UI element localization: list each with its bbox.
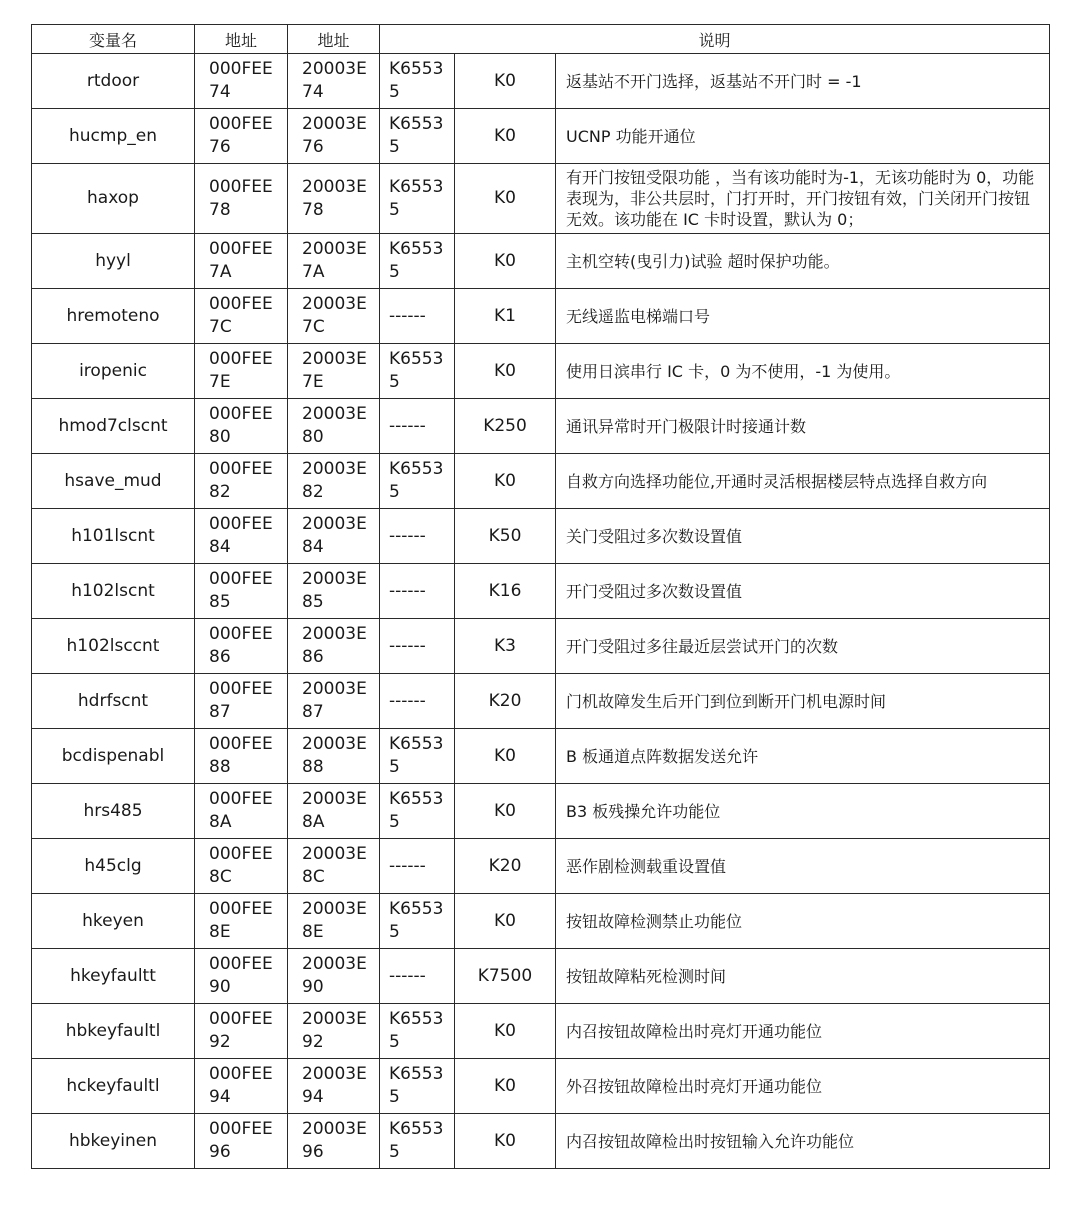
description-cell bbox=[556, 509, 1050, 564]
address-2-cell bbox=[288, 729, 380, 784]
address-1-cell bbox=[195, 674, 288, 729]
max-value-cell bbox=[380, 344, 455, 399]
variable-name-cell bbox=[32, 54, 195, 109]
max-value-cell bbox=[380, 619, 455, 674]
default-value-cell-text: K16 bbox=[488, 580, 522, 601]
max-value-cell bbox=[380, 109, 455, 164]
description-cell-text: 按钮故障粘死检测时间 bbox=[566, 966, 727, 986]
table-row bbox=[32, 949, 1050, 1004]
address-2-cell bbox=[288, 564, 380, 619]
variable-name-cell bbox=[32, 399, 195, 454]
max-value-cell-text: K6553 5 bbox=[389, 459, 444, 502]
header-description: 说明 bbox=[380, 25, 1050, 54]
address-2-cell bbox=[288, 399, 380, 454]
address-1-cell-text: 000FEE 8E bbox=[209, 899, 273, 942]
default-value-cell-text: K50 bbox=[488, 525, 522, 546]
description-cell bbox=[556, 784, 1050, 839]
max-value-cell-text: ------ bbox=[389, 525, 426, 546]
address-2-cell bbox=[288, 509, 380, 564]
max-value-cell bbox=[380, 1059, 455, 1114]
default-value-cell-text: K0 bbox=[494, 1075, 516, 1096]
address-2-cell-text: 20003E 74 bbox=[302, 59, 367, 102]
table-row bbox=[32, 839, 1050, 894]
variable-name-cell bbox=[32, 454, 195, 509]
max-value-cell-text: K6553 5 bbox=[389, 239, 444, 282]
max-value-cell-text: K6553 5 bbox=[389, 59, 444, 102]
address-1-cell bbox=[195, 289, 288, 344]
address-1-cell bbox=[195, 619, 288, 674]
variable-name-cell-text: hrs485 bbox=[83, 800, 143, 821]
table-row bbox=[32, 289, 1050, 344]
default-value-cell-text: K0 bbox=[494, 745, 516, 766]
description-cell-text: 开门受阻过多往最近层尝试开门的次数 bbox=[566, 636, 839, 656]
table-row bbox=[32, 109, 1050, 164]
address-2-cell bbox=[288, 619, 380, 674]
address-2-cell bbox=[288, 344, 380, 399]
table-row bbox=[32, 344, 1050, 399]
address-1-cell bbox=[195, 729, 288, 784]
default-value-cell-text: K0 bbox=[494, 470, 516, 491]
description-cell bbox=[556, 164, 1050, 234]
address-2-cell-text: 20003E 94 bbox=[302, 1064, 367, 1107]
address-2-cell bbox=[288, 674, 380, 729]
max-value-cell bbox=[380, 1114, 455, 1169]
address-1-cell bbox=[195, 894, 288, 949]
description-cell-text: 内召按钮故障检出时按钮输入允许功能位 bbox=[566, 1131, 855, 1151]
description-cell bbox=[556, 894, 1050, 949]
address-1-cell-text: 000FEE 7E bbox=[209, 349, 273, 392]
max-value-cell bbox=[380, 454, 455, 509]
table-body bbox=[32, 54, 1050, 1169]
description-cell-text: 无线遥监电梯端口号 bbox=[566, 306, 711, 326]
variable-name-cell bbox=[32, 234, 195, 289]
header-row bbox=[32, 25, 1050, 54]
max-value-cell bbox=[380, 1004, 455, 1059]
default-value-cell-text: K0 bbox=[494, 188, 516, 208]
max-value-cell-text: K6553 5 bbox=[389, 899, 444, 942]
table-row bbox=[32, 729, 1050, 784]
table-row bbox=[32, 619, 1050, 674]
description-cell-text: B3 板残操允许功能位 bbox=[566, 801, 721, 821]
max-value-cell bbox=[380, 564, 455, 619]
description-cell-text: UCNP 功能开通位 bbox=[566, 126, 696, 146]
default-value-cell bbox=[455, 729, 556, 784]
address-2-cell bbox=[288, 784, 380, 839]
address-1-cell-text: 000FEE 74 bbox=[209, 59, 273, 102]
default-value-cell bbox=[455, 949, 556, 1004]
table-row bbox=[32, 1114, 1050, 1169]
variable-name-cell bbox=[32, 564, 195, 619]
max-value-cell-text: ------ bbox=[389, 965, 426, 986]
address-1-cell-text: 000FEE 86 bbox=[209, 624, 273, 667]
description-cell bbox=[556, 454, 1050, 509]
header-variable-name: 变量名 bbox=[32, 25, 195, 54]
address-1-cell bbox=[195, 1059, 288, 1114]
variable-name-cell bbox=[32, 949, 195, 1004]
address-1-cell-text: 000FEE 87 bbox=[209, 679, 273, 722]
default-value-cell bbox=[455, 839, 556, 894]
address-1-cell-text: 000FEE 7C bbox=[209, 294, 273, 337]
variable-name-cell bbox=[32, 674, 195, 729]
parameter-table bbox=[31, 24, 1050, 1169]
default-value-cell-text: K0 bbox=[494, 1020, 516, 1041]
variable-name-cell-text: hkeyfaultt bbox=[70, 965, 156, 986]
address-1-cell-text: 000FEE 88 bbox=[209, 734, 273, 777]
max-value-cell bbox=[380, 164, 455, 234]
default-value-cell bbox=[455, 619, 556, 674]
max-value-cell bbox=[380, 949, 455, 1004]
variable-name-cell-text: hsave_mud bbox=[64, 470, 162, 491]
max-value-cell-text: ------ bbox=[389, 305, 426, 326]
variable-name-cell-text: hbkeyfaultl bbox=[65, 1020, 161, 1041]
variable-name-cell bbox=[32, 344, 195, 399]
max-value-cell bbox=[380, 289, 455, 344]
address-2-cell bbox=[288, 234, 380, 289]
max-value-cell-text: ------ bbox=[389, 580, 426, 601]
address-1-cell-text: 000FEE 7A bbox=[209, 239, 273, 282]
address-1-cell bbox=[195, 234, 288, 289]
description-cell-text: 门机故障发生后开门到位到断开门机电源时间 bbox=[566, 691, 887, 711]
description-cell-text: 自救方向选择功能位,开通时灵活根据楼层特点选择自救方向 bbox=[566, 471, 988, 491]
variable-name-cell bbox=[32, 164, 195, 234]
variable-name-cell-text: rtdoor bbox=[86, 70, 140, 91]
default-value-cell bbox=[455, 54, 556, 109]
max-value-cell-text: K6553 5 bbox=[389, 114, 444, 157]
max-value-cell bbox=[380, 509, 455, 564]
address-1-cell-text: 000FEE 84 bbox=[209, 514, 273, 557]
address-1-cell bbox=[195, 1004, 288, 1059]
description-cell-text: 使用日滨串行 IC 卡，0 为不使用，-1 为使用。 bbox=[566, 361, 901, 381]
variable-name-cell bbox=[32, 1114, 195, 1169]
default-value-cell-text: K0 bbox=[494, 125, 516, 146]
default-value-cell-text: K1 bbox=[494, 305, 516, 326]
address-2-cell-text: 20003E 7A bbox=[302, 239, 367, 282]
default-value-cell bbox=[455, 1059, 556, 1114]
default-value-cell-text: K0 bbox=[494, 360, 516, 381]
variable-name-cell-text: haxop bbox=[87, 188, 139, 208]
description-cell bbox=[556, 1059, 1050, 1114]
address-2-cell bbox=[288, 894, 380, 949]
default-value-cell-text: K0 bbox=[494, 70, 516, 91]
variable-name-cell-text: hdrfscnt bbox=[77, 690, 149, 711]
description-cell bbox=[556, 839, 1050, 894]
variable-name-cell-text: h101lscnt bbox=[71, 525, 155, 546]
default-value-cell bbox=[455, 784, 556, 839]
default-value-cell bbox=[455, 564, 556, 619]
variable-name-cell-text: h45clg bbox=[84, 855, 142, 876]
address-1-cell bbox=[195, 344, 288, 399]
description-cell-text: 关门受阻过多次数设置值 bbox=[566, 526, 743, 546]
table-row bbox=[32, 234, 1050, 289]
default-value-cell-text: K7500 bbox=[477, 965, 533, 986]
max-value-cell bbox=[380, 784, 455, 839]
variable-name-cell bbox=[32, 894, 195, 949]
variable-name-cell-text: h102lsccnt bbox=[66, 635, 160, 656]
max-value-cell bbox=[380, 399, 455, 454]
default-value-cell bbox=[455, 164, 556, 234]
description-cell-text: 外召按钮故障检出时亮灯开通功能位 bbox=[566, 1076, 823, 1096]
max-value-cell-text: ------ bbox=[389, 415, 426, 436]
address-2-cell-text: 20003E 82 bbox=[302, 459, 367, 502]
address-2-cell bbox=[288, 454, 380, 509]
description-cell bbox=[556, 54, 1050, 109]
max-value-cell bbox=[380, 729, 455, 784]
default-value-cell bbox=[455, 1004, 556, 1059]
variable-name-cell-text: hmod7clscnt bbox=[58, 415, 168, 436]
description-cell bbox=[556, 1004, 1050, 1059]
description-cell-text: 返基站不开门选择，返基站不开门时 = -1 bbox=[566, 71, 862, 91]
max-value-cell-text: K6553 5 bbox=[389, 1064, 444, 1107]
header-address-2: 地址 bbox=[288, 25, 380, 54]
variable-name-cell-text: hckeyfaultl bbox=[66, 1075, 160, 1096]
address-1-cell-text: 000FEE 85 bbox=[209, 569, 273, 612]
description-cell-text: 开门受阻过多次数设置值 bbox=[566, 581, 743, 601]
table-row bbox=[32, 894, 1050, 949]
max-value-cell-text: K6553 5 bbox=[389, 1009, 444, 1052]
default-value-cell bbox=[455, 344, 556, 399]
description-cell bbox=[556, 619, 1050, 674]
address-2-cell-text: 20003E 88 bbox=[302, 734, 367, 777]
max-value-cell-text: ------ bbox=[389, 855, 426, 876]
table-row bbox=[32, 1004, 1050, 1059]
description-cell bbox=[556, 289, 1050, 344]
address-2-cell-text: 20003E 90 bbox=[302, 954, 367, 997]
max-value-cell-text: K6553 5 bbox=[389, 1119, 444, 1162]
variable-name-cell bbox=[32, 509, 195, 564]
address-2-cell-text: 20003E 7E bbox=[302, 349, 367, 392]
address-2-cell-text: 20003E 96 bbox=[302, 1119, 367, 1162]
default-value-cell bbox=[455, 1114, 556, 1169]
variable-name-cell-text: hbkeyinen bbox=[68, 1130, 158, 1151]
header-address-1: 地址 bbox=[195, 25, 288, 54]
address-1-cell bbox=[195, 564, 288, 619]
address-2-cell-text: 20003E 8E bbox=[302, 899, 367, 942]
address-2-cell-text: 20003E 86 bbox=[302, 624, 367, 667]
address-1-cell-text: 000FEE 92 bbox=[209, 1009, 273, 1052]
default-value-cell-text: K0 bbox=[494, 800, 516, 821]
default-value-cell-text: K20 bbox=[488, 690, 522, 711]
default-value-cell-text: K0 bbox=[494, 250, 516, 271]
address-1-cell bbox=[195, 1114, 288, 1169]
address-1-cell bbox=[195, 54, 288, 109]
variable-name-cell bbox=[32, 109, 195, 164]
variable-name-cell-text: hkeyen bbox=[82, 910, 144, 931]
address-2-cell-text: 20003E 76 bbox=[302, 114, 367, 157]
description-cell bbox=[556, 949, 1050, 1004]
description-cell bbox=[556, 399, 1050, 454]
address-2-cell-text: 20003E 8C bbox=[302, 844, 367, 887]
address-2-cell bbox=[288, 1059, 380, 1114]
address-1-cell-text: 000FEE 8A bbox=[209, 789, 273, 832]
variable-name-cell-text: hucmp_en bbox=[69, 125, 157, 146]
address-2-cell bbox=[288, 289, 380, 344]
max-value-cell-text: K6553 5 bbox=[389, 349, 444, 392]
variable-name-cell bbox=[32, 1004, 195, 1059]
variable-name-cell bbox=[32, 289, 195, 344]
variable-name-cell bbox=[32, 839, 195, 894]
default-value-cell bbox=[455, 509, 556, 564]
table-row bbox=[32, 674, 1050, 729]
default-value-cell bbox=[455, 894, 556, 949]
default-value-cell bbox=[455, 109, 556, 164]
description-cell bbox=[556, 234, 1050, 289]
max-value-cell-text: K6553 5 bbox=[389, 176, 444, 220]
address-2-cell bbox=[288, 1114, 380, 1169]
address-2-cell-text: 20003E 78 bbox=[302, 176, 367, 220]
address-2-cell bbox=[288, 949, 380, 1004]
default-value-cell-text: K3 bbox=[494, 635, 516, 656]
variable-name-cell bbox=[32, 1059, 195, 1114]
description-cell bbox=[556, 1114, 1050, 1169]
default-value-cell-text: K250 bbox=[483, 415, 527, 436]
default-value-cell-text: K20 bbox=[488, 855, 522, 876]
table-row bbox=[32, 564, 1050, 619]
table-row bbox=[32, 399, 1050, 454]
description-cell bbox=[556, 729, 1050, 784]
description-cell-text: 按钮故障检测禁止功能位 bbox=[566, 911, 743, 931]
address-1-cell bbox=[195, 164, 288, 234]
max-value-cell-text: ------ bbox=[389, 690, 426, 711]
address-2-cell-text: 20003E 85 bbox=[302, 569, 367, 612]
address-1-cell bbox=[195, 839, 288, 894]
variable-name-cell-text: iropenic bbox=[79, 360, 147, 381]
table-row bbox=[32, 164, 1050, 234]
description-cell-text: 主机空转(曳引力)试验 超时保护功能。 bbox=[566, 251, 840, 271]
address-1-cell bbox=[195, 949, 288, 1004]
address-2-cell-text: 20003E 8A bbox=[302, 789, 367, 832]
address-2-cell-text: 20003E 92 bbox=[302, 1009, 367, 1052]
default-value-cell-text: K0 bbox=[494, 1130, 516, 1151]
table-row bbox=[32, 509, 1050, 564]
description-cell-text: 内召按钮故障检出时亮灯开通功能位 bbox=[566, 1021, 823, 1041]
variable-name-cell bbox=[32, 619, 195, 674]
address-2-cell bbox=[288, 109, 380, 164]
address-2-cell-text: 20003E 87 bbox=[302, 679, 367, 722]
address-1-cell-text: 000FEE 76 bbox=[209, 114, 273, 157]
variable-name-cell-text: hremoteno bbox=[66, 305, 160, 326]
table-row bbox=[32, 1059, 1050, 1114]
description-cell-text: 通讯异常时开门极限计时接通计数 bbox=[566, 416, 807, 436]
address-1-cell-text: 000FEE 82 bbox=[209, 459, 273, 502]
max-value-cell bbox=[380, 674, 455, 729]
table-row bbox=[32, 454, 1050, 509]
address-2-cell bbox=[288, 54, 380, 109]
address-1-cell-text: 000FEE 94 bbox=[209, 1064, 273, 1107]
address-2-cell bbox=[288, 839, 380, 894]
address-1-cell bbox=[195, 509, 288, 564]
variable-name-cell-text: h102lscnt bbox=[71, 580, 155, 601]
address-2-cell-text: 20003E 84 bbox=[302, 514, 367, 557]
address-1-cell-text: 000FEE 90 bbox=[209, 954, 273, 997]
address-2-cell-text: 20003E 80 bbox=[302, 404, 367, 447]
variable-name-cell bbox=[32, 729, 195, 784]
default-value-cell-text: K0 bbox=[494, 910, 516, 931]
address-1-cell bbox=[195, 399, 288, 454]
description-cell-text: B 板通道点阵数据发送允许 bbox=[566, 746, 759, 766]
max-value-cell bbox=[380, 894, 455, 949]
address-1-cell bbox=[195, 109, 288, 164]
address-1-cell-text: 000FEE 8C bbox=[209, 844, 273, 887]
address-2-cell bbox=[288, 1004, 380, 1059]
max-value-cell-text: K6553 5 bbox=[389, 734, 444, 777]
address-2-cell-text: 20003E 7C bbox=[302, 294, 367, 337]
default-value-cell bbox=[455, 234, 556, 289]
table-row bbox=[32, 784, 1050, 839]
address-2-cell bbox=[288, 164, 380, 234]
variable-name-cell-text: bcdispenabl bbox=[61, 745, 165, 766]
address-1-cell-text: 000FEE 78 bbox=[209, 176, 273, 220]
max-value-cell bbox=[380, 54, 455, 109]
address-1-cell bbox=[195, 454, 288, 509]
description-cell bbox=[556, 109, 1050, 164]
description-cell-text: 有开门按钮受限功能 ，当有该功能时为-1，无该功能时为 0，功能表现为，非公共层时，门打开时，开门按钮有效，门关闭开门按钮无效。该功能在 IC 卡时设置，默认为 0； bbox=[566, 168, 1035, 229]
default-value-cell bbox=[455, 674, 556, 729]
default-value-cell bbox=[455, 289, 556, 344]
table-row bbox=[32, 54, 1050, 109]
description-cell bbox=[556, 674, 1050, 729]
address-1-cell bbox=[195, 784, 288, 839]
description-cell bbox=[556, 564, 1050, 619]
description-cell bbox=[556, 344, 1050, 399]
variable-name-cell-text: hyyl bbox=[95, 250, 131, 271]
description-cell-text: 恶作剧检测载重设置值 bbox=[566, 856, 727, 876]
variable-name-cell bbox=[32, 784, 195, 839]
address-1-cell-text: 000FEE 96 bbox=[209, 1119, 273, 1162]
max-value-cell bbox=[380, 234, 455, 289]
address-1-cell-text: 000FEE 80 bbox=[209, 404, 273, 447]
max-value-cell bbox=[380, 839, 455, 894]
max-value-cell-text: ------ bbox=[389, 635, 426, 656]
max-value-cell-text: K6553 5 bbox=[389, 789, 444, 832]
default-value-cell bbox=[455, 454, 556, 509]
default-value-cell bbox=[455, 399, 556, 454]
